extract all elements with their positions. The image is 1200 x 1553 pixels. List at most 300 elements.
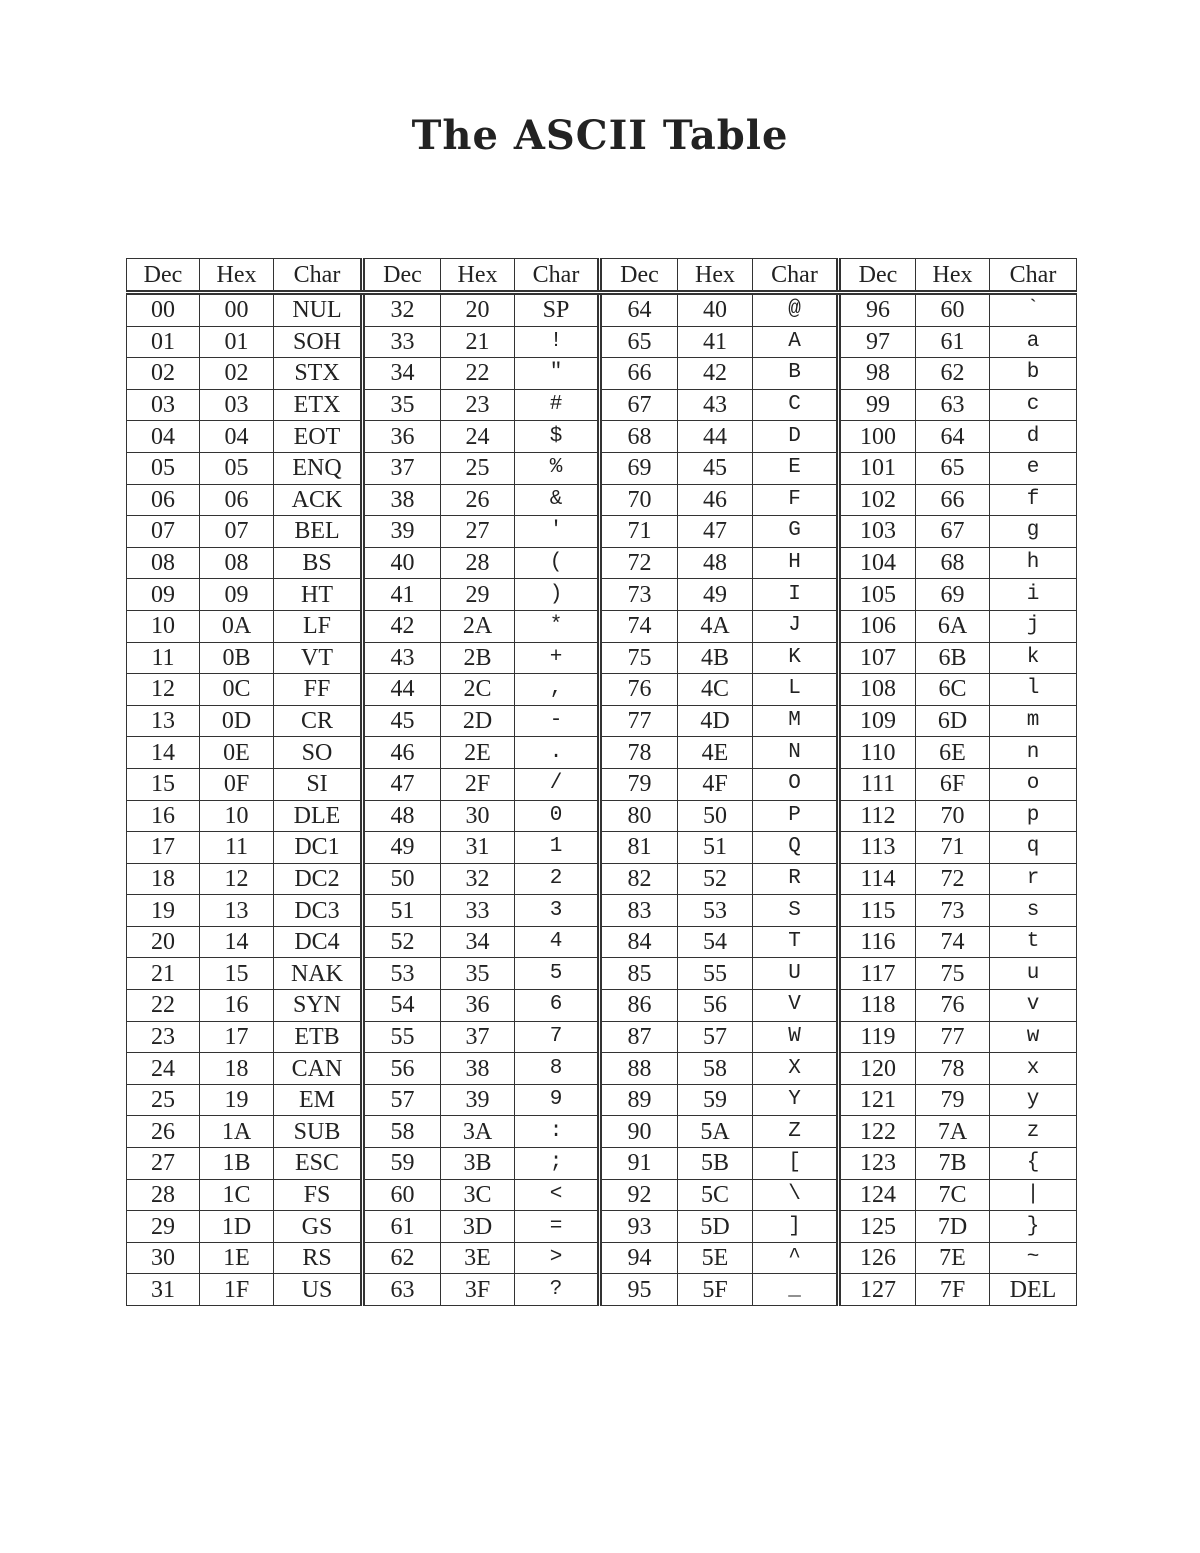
cell-hex: 54 [678, 926, 753, 958]
cell-char: { [990, 1148, 1077, 1180]
cell-hex: 4F [678, 768, 753, 800]
cell-dec: 127 [839, 1274, 916, 1306]
cell-dec: 115 [839, 895, 916, 927]
cell-hex: 56 [678, 990, 753, 1022]
cell-dec: 77 [600, 705, 678, 737]
cell-dec: 63 [363, 1274, 441, 1306]
cell-dec: 49 [363, 832, 441, 864]
table-row [127, 800, 1077, 832]
cell-char: SOH [274, 326, 363, 358]
column-header-char: Char [515, 259, 600, 293]
cell-hex: 36 [441, 990, 515, 1022]
cell-hex: 63 [916, 389, 990, 421]
cell-char: DC3 [274, 895, 363, 927]
cell-dec: 25 [127, 1084, 200, 1116]
cell-dec: 93 [600, 1211, 678, 1243]
cell-char: . [515, 737, 600, 769]
cell-char: BS [274, 547, 363, 579]
cell-hex: 07 [200, 516, 274, 548]
cell-hex: 4B [678, 642, 753, 674]
cell-char: FS [274, 1179, 363, 1211]
cell-hex: 5A [678, 1116, 753, 1148]
cell-hex: 0C [200, 674, 274, 706]
table-row [127, 484, 1077, 516]
cell-dec: 82 [600, 863, 678, 895]
cell-hex: 04 [200, 421, 274, 453]
cell-hex: 2A [441, 610, 515, 642]
cell-char: RS [274, 1242, 363, 1274]
column-header-dec: Dec [127, 259, 200, 293]
cell-char: k [990, 642, 1077, 674]
cell-char: 3 [515, 895, 600, 927]
cell-hex: 1E [200, 1242, 274, 1274]
cell-char: v [990, 990, 1077, 1022]
cell-dec: 70 [600, 484, 678, 516]
cell-char: ? [515, 1274, 600, 1306]
cell-hex: 05 [200, 452, 274, 484]
cell-hex: 1C [200, 1179, 274, 1211]
cell-char: + [515, 642, 600, 674]
table-row [127, 358, 1077, 390]
cell-hex: 0D [200, 705, 274, 737]
table-row [127, 863, 1077, 895]
cell-char: m [990, 705, 1077, 737]
cell-hex: 40 [678, 293, 753, 327]
column-header-hex: Hex [200, 259, 274, 293]
cell-char: p [990, 800, 1077, 832]
cell-hex: 25 [441, 452, 515, 484]
table-row [127, 1084, 1077, 1116]
cell-hex: 69 [916, 579, 990, 611]
cell-char: " [515, 358, 600, 390]
cell-dec: 40 [363, 547, 441, 579]
cell-char: FF [274, 674, 363, 706]
cell-char: 5 [515, 958, 600, 990]
cell-dec: 48 [363, 800, 441, 832]
cell-hex: 26 [441, 484, 515, 516]
cell-hex: 21 [441, 326, 515, 358]
cell-dec: 60 [363, 1179, 441, 1211]
table-row [127, 1242, 1077, 1274]
cell-char: a [990, 326, 1077, 358]
cell-char: d [990, 421, 1077, 453]
cell-char: DC1 [274, 832, 363, 864]
cell-char: 8 [515, 1053, 600, 1085]
cell-dec: 99 [839, 389, 916, 421]
cell-dec: 31 [127, 1274, 200, 1306]
cell-dec: 61 [363, 1211, 441, 1243]
cell-dec: 03 [127, 389, 200, 421]
cell-char: K [753, 642, 839, 674]
cell-hex: 0A [200, 610, 274, 642]
table-row [127, 1211, 1077, 1243]
cell-hex: 38 [441, 1053, 515, 1085]
cell-hex: 27 [441, 516, 515, 548]
cell-char: i [990, 579, 1077, 611]
cell-hex: 66 [916, 484, 990, 516]
cell-hex: 61 [916, 326, 990, 358]
cell-char: EOT [274, 421, 363, 453]
cell-dec: 64 [600, 293, 678, 327]
cell-dec: 89 [600, 1084, 678, 1116]
cell-dec: 122 [839, 1116, 916, 1148]
cell-dec: 117 [839, 958, 916, 990]
cell-dec: 01 [127, 326, 200, 358]
cell-dec: 69 [600, 452, 678, 484]
cell-hex: 10 [200, 800, 274, 832]
cell-dec: 35 [363, 389, 441, 421]
cell-dec: 118 [839, 990, 916, 1022]
cell-char: g [990, 516, 1077, 548]
cell-char: 4 [515, 926, 600, 958]
cell-dec: 92 [600, 1179, 678, 1211]
cell-char: h [990, 547, 1077, 579]
cell-hex: 47 [678, 516, 753, 548]
cell-hex: 45 [678, 452, 753, 484]
cell-dec: 79 [600, 768, 678, 800]
cell-dec: 18 [127, 863, 200, 895]
cell-dec: 32 [363, 293, 441, 327]
cell-dec: 53 [363, 958, 441, 990]
cell-char: o [990, 768, 1077, 800]
cell-char: CAN [274, 1053, 363, 1085]
cell-dec: 52 [363, 926, 441, 958]
cell-hex: 59 [678, 1084, 753, 1116]
cell-char: ^ [753, 1242, 839, 1274]
table-row [127, 895, 1077, 927]
cell-char: DC4 [274, 926, 363, 958]
table-row [127, 421, 1077, 453]
cell-dec: 17 [127, 832, 200, 864]
cell-hex: 44 [678, 421, 753, 453]
cell-char: j [990, 610, 1077, 642]
cell-dec: 09 [127, 579, 200, 611]
cell-hex: 71 [916, 832, 990, 864]
cell-hex: 08 [200, 547, 274, 579]
cell-hex: 23 [441, 389, 515, 421]
cell-char: [ [753, 1148, 839, 1180]
cell-hex: 53 [678, 895, 753, 927]
cell-char: L [753, 674, 839, 706]
cell-char: Z [753, 1116, 839, 1148]
cell-dec: 119 [839, 1021, 916, 1053]
cell-hex: 6D [916, 705, 990, 737]
cell-dec: 15 [127, 768, 200, 800]
cell-char: V [753, 990, 839, 1022]
column-header-char: Char [990, 259, 1077, 293]
cell-dec: 86 [600, 990, 678, 1022]
cell-hex: 03 [200, 389, 274, 421]
table-row [127, 610, 1077, 642]
cell-char: ` [990, 293, 1077, 327]
cell-dec: 107 [839, 642, 916, 674]
cell-char: ~ [990, 1242, 1077, 1274]
cell-hex: 5D [678, 1211, 753, 1243]
cell-dec: 10 [127, 610, 200, 642]
table-row [127, 516, 1077, 548]
cell-char: ENQ [274, 452, 363, 484]
cell-dec: 91 [600, 1148, 678, 1180]
cell-dec: 04 [127, 421, 200, 453]
cell-dec: 104 [839, 547, 916, 579]
cell-char: l [990, 674, 1077, 706]
column-header-hex: Hex [916, 259, 990, 293]
cell-hex: 0B [200, 642, 274, 674]
cell-dec: 111 [839, 768, 916, 800]
cell-hex: 11 [200, 832, 274, 864]
cell-hex: 06 [200, 484, 274, 516]
cell-dec: 74 [600, 610, 678, 642]
cell-char: A [753, 326, 839, 358]
table-row [127, 642, 1077, 674]
cell-dec: 106 [839, 610, 916, 642]
cell-dec: 78 [600, 737, 678, 769]
cell-hex: 6C [916, 674, 990, 706]
cell-hex: 0E [200, 737, 274, 769]
cell-char: H [753, 547, 839, 579]
cell-char: J [753, 610, 839, 642]
cell-hex: 52 [678, 863, 753, 895]
cell-dec: 66 [600, 358, 678, 390]
cell-dec: 28 [127, 1179, 200, 1211]
cell-hex: 5B [678, 1148, 753, 1180]
cell-char: LF [274, 610, 363, 642]
cell-hex: 14 [200, 926, 274, 958]
cell-char: } [990, 1211, 1077, 1243]
cell-char: NUL [274, 293, 363, 327]
cell-char: ' [515, 516, 600, 548]
cell-char: 7 [515, 1021, 600, 1053]
cell-hex: 31 [441, 832, 515, 864]
cell-dec: 37 [363, 452, 441, 484]
cell-dec: 30 [127, 1242, 200, 1274]
cell-char: # [515, 389, 600, 421]
cell-char: r [990, 863, 1077, 895]
cell-char: SO [274, 737, 363, 769]
cell-dec: 43 [363, 642, 441, 674]
cell-char: B [753, 358, 839, 390]
cell-dec: 116 [839, 926, 916, 958]
cell-dec: 39 [363, 516, 441, 548]
cell-char: O [753, 768, 839, 800]
cell-dec: 44 [363, 674, 441, 706]
cell-char: c [990, 389, 1077, 421]
cell-hex: 29 [441, 579, 515, 611]
cell-hex: 19 [200, 1084, 274, 1116]
cell-char: @ [753, 293, 839, 327]
cell-char: ( [515, 547, 600, 579]
page-title: The ASCII Table [411, 112, 789, 159]
cell-dec: 22 [127, 990, 200, 1022]
cell-hex: 2B [441, 642, 515, 674]
cell-dec: 113 [839, 832, 916, 864]
table-row [127, 1179, 1077, 1211]
cell-char: $ [515, 421, 600, 453]
cell-dec: 33 [363, 326, 441, 358]
cell-char: Q [753, 832, 839, 864]
cell-dec: 11 [127, 642, 200, 674]
cell-hex: 13 [200, 895, 274, 927]
cell-char: HT [274, 579, 363, 611]
cell-char: / [515, 768, 600, 800]
cell-dec: 103 [839, 516, 916, 548]
cell-char: w [990, 1021, 1077, 1053]
cell-hex: 7A [916, 1116, 990, 1148]
cell-dec: 108 [839, 674, 916, 706]
cell-hex: 2F [441, 768, 515, 800]
cell-hex: 43 [678, 389, 753, 421]
cell-hex: 78 [916, 1053, 990, 1085]
cell-char: b [990, 358, 1077, 390]
cell-dec: 98 [839, 358, 916, 390]
table-row [127, 926, 1077, 958]
cell-hex: 3F [441, 1274, 515, 1306]
cell-hex: 70 [916, 800, 990, 832]
table-row [127, 832, 1077, 864]
cell-dec: 125 [839, 1211, 916, 1243]
cell-dec: 34 [363, 358, 441, 390]
cell-dec: 83 [600, 895, 678, 927]
table-row [127, 958, 1077, 990]
cell-dec: 07 [127, 516, 200, 548]
cell-char: DC2 [274, 863, 363, 895]
cell-hex: 68 [916, 547, 990, 579]
cell-hex: 67 [916, 516, 990, 548]
cell-hex: 1B [200, 1148, 274, 1180]
cell-dec: 114 [839, 863, 916, 895]
cell-dec: 94 [600, 1242, 678, 1274]
cell-hex: 73 [916, 895, 990, 927]
cell-char: SI [274, 768, 363, 800]
cell-dec: 21 [127, 958, 200, 990]
cell-char: t [990, 926, 1077, 958]
cell-hex: 51 [678, 832, 753, 864]
cell-hex: 7C [916, 1179, 990, 1211]
cell-dec: 85 [600, 958, 678, 990]
cell-char: ETX [274, 389, 363, 421]
cell-hex: 1A [200, 1116, 274, 1148]
cell-dec: 27 [127, 1148, 200, 1180]
cell-hex: 15 [200, 958, 274, 990]
table-row [127, 452, 1077, 484]
cell-char: SP [515, 293, 600, 327]
cell-hex: 5C [678, 1179, 753, 1211]
cell-char: STX [274, 358, 363, 390]
cell-hex: 7B [916, 1148, 990, 1180]
cell-dec: 54 [363, 990, 441, 1022]
cell-char: | [990, 1179, 1077, 1211]
cell-hex: 74 [916, 926, 990, 958]
table-row [127, 768, 1077, 800]
cell-hex: 22 [441, 358, 515, 390]
cell-hex: 62 [916, 358, 990, 390]
cell-hex: 24 [441, 421, 515, 453]
cell-dec: 110 [839, 737, 916, 769]
cell-hex: 76 [916, 990, 990, 1022]
cell-dec: 80 [600, 800, 678, 832]
column-header-hex: Hex [441, 259, 515, 293]
cell-char: < [515, 1179, 600, 1211]
cell-hex: 50 [678, 800, 753, 832]
cell-dec: 05 [127, 452, 200, 484]
cell-dec: 26 [127, 1116, 200, 1148]
cell-hex: 5E [678, 1242, 753, 1274]
cell-char: ACK [274, 484, 363, 516]
cell-char: SYN [274, 990, 363, 1022]
cell-hex: 1D [200, 1211, 274, 1243]
cell-char: 0 [515, 800, 600, 832]
column-header-hex: Hex [678, 259, 753, 293]
cell-char: 6 [515, 990, 600, 1022]
cell-char: z [990, 1116, 1077, 1148]
cell-hex: 3A [441, 1116, 515, 1148]
cell-hex: 3D [441, 1211, 515, 1243]
cell-dec: 50 [363, 863, 441, 895]
cell-hex: 77 [916, 1021, 990, 1053]
cell-hex: 35 [441, 958, 515, 990]
cell-dec: 100 [839, 421, 916, 453]
cell-hex: 72 [916, 863, 990, 895]
cell-char: EM [274, 1084, 363, 1116]
cell-dec: 45 [363, 705, 441, 737]
cell-char: DEL [990, 1274, 1077, 1306]
cell-hex: 02 [200, 358, 274, 390]
cell-hex: 6E [916, 737, 990, 769]
cell-dec: 29 [127, 1211, 200, 1243]
cell-hex: 58 [678, 1053, 753, 1085]
cell-char: NAK [274, 958, 363, 990]
cell-dec: 14 [127, 737, 200, 769]
cell-hex: 34 [441, 926, 515, 958]
cell-hex: 64 [916, 421, 990, 453]
cell-hex: 5F [678, 1274, 753, 1306]
cell-char: SUB [274, 1116, 363, 1148]
cell-char: & [515, 484, 600, 516]
cell-dec: 73 [600, 579, 678, 611]
cell-hex: 17 [200, 1021, 274, 1053]
cell-char: 9 [515, 1084, 600, 1116]
cell-char: D [753, 421, 839, 453]
cell-hex: 6F [916, 768, 990, 800]
cell-char: , [515, 674, 600, 706]
cell-char: C [753, 389, 839, 421]
cell-dec: 19 [127, 895, 200, 927]
cell-dec: 56 [363, 1053, 441, 1085]
cell-char: \ [753, 1179, 839, 1211]
cell-char: W [753, 1021, 839, 1053]
cell-hex: 49 [678, 579, 753, 611]
cell-hex: 30 [441, 800, 515, 832]
cell-dec: 47 [363, 768, 441, 800]
cell-dec: 97 [839, 326, 916, 358]
cell-char: S [753, 895, 839, 927]
cell-hex: 3C [441, 1179, 515, 1211]
cell-dec: 96 [839, 293, 916, 327]
cell-char: GS [274, 1211, 363, 1243]
cell-dec: 65 [600, 326, 678, 358]
cell-hex: 4D [678, 705, 753, 737]
cell-char: US [274, 1274, 363, 1306]
cell-dec: 124 [839, 1179, 916, 1211]
cell-char: * [515, 610, 600, 642]
cell-char: n [990, 737, 1077, 769]
ascii-table [126, 258, 1077, 1306]
cell-dec: 24 [127, 1053, 200, 1085]
cell-dec: 87 [600, 1021, 678, 1053]
cell-char: q [990, 832, 1077, 864]
cell-dec: 105 [839, 579, 916, 611]
cell-hex: 6A [916, 610, 990, 642]
